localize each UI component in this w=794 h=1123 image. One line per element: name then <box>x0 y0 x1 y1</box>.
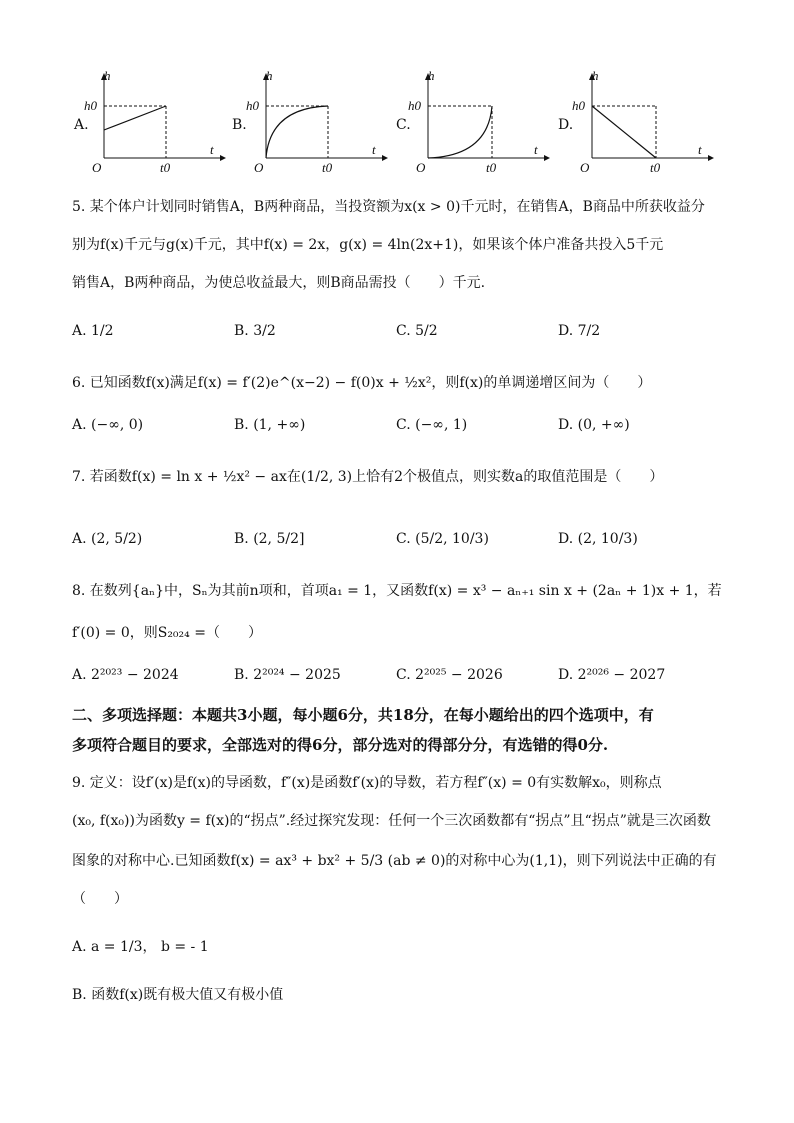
graph-label: B. <box>232 117 247 133</box>
axis-origin: O <box>580 160 590 175</box>
axis-t0: t0 <box>160 160 171 175</box>
axis-h0: h0 <box>408 98 421 113</box>
axis-origin: O <box>254 160 264 175</box>
axis-t: t <box>210 142 214 157</box>
axis-h0: h0 <box>246 98 259 113</box>
q5-line-3: 销售A，B两种商品，为使总收益最大，则B商品需投（ ）千元. <box>72 275 486 291</box>
graph-option-d <box>556 68 716 180</box>
q6-option-c[interactable]: C. (−∞, 1) <box>396 417 468 433</box>
q9-line-4: （ ） <box>72 891 128 907</box>
q8-option-b[interactable]: B. 2²⁰²⁴ − 2025 <box>234 667 341 683</box>
axis-h: h <box>104 68 111 83</box>
axis-origin: O <box>416 160 426 175</box>
axis-h0: h0 <box>84 98 97 113</box>
section-2-header-line-1: 二、多项选择题：本题共3小题，每小题6分，共18分，在每小题给出的四个选项中，有 <box>72 706 654 724</box>
q6-option-d[interactable]: D. (0, +∞) <box>558 417 630 433</box>
axis-t: t <box>372 142 376 157</box>
q7-text: 7. 若函数f(x) = ln x + ½x² − ax在(1/2, 3)上恰有2个极值点，则实数a的取值范围是（ ） <box>72 469 664 485</box>
axis-h0: h0 <box>572 98 585 113</box>
graph-a-curve <box>104 106 166 130</box>
q8-option-a[interactable]: A. 2²⁰²³ − 2024 <box>72 667 179 683</box>
graph-label: D. <box>558 117 574 133</box>
q5-option-c[interactable]: C. 5/2 <box>396 323 438 339</box>
axis-t: t <box>534 142 538 157</box>
q6-option-b[interactable]: B. (1, +∞) <box>234 417 306 433</box>
q7-option-a[interactable]: A. (2, 5/2) <box>72 531 143 547</box>
graph-b-curve <box>266 106 328 158</box>
q5-line-2: 别为f(x)千元与g(x)千元，其中f(x) = 2x，g(x) = 4ln(2x+1)，如果该个体户准备共投入5千元 <box>72 237 664 253</box>
graph-option-b <box>230 68 390 180</box>
q5-line-1: 5. 某个体户计划同时销售A，B两种商品，当投资额为x(x > 0)千元时，在销售A，B商品中所获收益分 <box>72 199 705 215</box>
axis-t0: t0 <box>486 160 497 175</box>
q9-line-2: (x₀, f(x₀))为函数y = f(x)的“拐点”.经过探究发现：任何一个三次函数都有“拐点”且“拐点”就是三次函数 <box>72 813 711 829</box>
axis-h: h <box>266 68 273 83</box>
q5-option-d[interactable]: D. 7/2 <box>558 323 601 339</box>
q9-line-3: 图象的对称中心.已知函数f(x) = ax³ + bx² + 5/3 (ab ≠ 0)的对称中心为(1,1)，则下列说法中正确的有 <box>72 853 717 869</box>
q5-option-b[interactable]: B. 3/2 <box>234 323 276 339</box>
q6-option-a[interactable]: A. (−∞, 0) <box>72 417 144 433</box>
q7-option-d[interactable]: D. (2, 10/3) <box>558 531 638 547</box>
axis-t0: t0 <box>322 160 333 175</box>
q8-line-1: 8. 在数列{aₙ}中，Sₙ为其前n项和，首项a₁ = 1，又函数f(x) = x³ − aₙ₊₁ sin x + (2aₙ + 1)x + 1，若 <box>72 583 722 599</box>
graph-label: A. <box>74 117 89 133</box>
q8-option-d[interactable]: D. 2²⁰²⁶ − 2027 <box>558 667 666 683</box>
q9-option-a[interactable]: A. a = 1/3， b = - 1 <box>72 939 209 955</box>
graph-d-curve <box>592 106 656 158</box>
q9-option-b[interactable]: B. 函数f(x)既有极大值又有极小值 <box>72 987 284 1003</box>
q7-option-b[interactable]: B. (2, 5/2] <box>234 531 305 547</box>
graph-option-a <box>68 68 228 180</box>
axis-t: t <box>698 142 702 157</box>
q8-option-c[interactable]: C. 2²⁰²⁵ − 2026 <box>396 667 503 683</box>
axis-h: h <box>592 68 599 83</box>
q5-option-a[interactable]: A. 1/2 <box>72 323 114 339</box>
axis-h: h <box>428 68 435 83</box>
graph-option-c <box>392 68 552 180</box>
graph-label: C. <box>396 117 411 133</box>
q9-line-1: 9. 定义：设f′(x)是f(x)的导函数，f″(x)是函数f′(x)的导数，若方程f″(x) = 0有实数解x₀，则称点 <box>72 775 662 791</box>
axis-t0: t0 <box>650 160 661 175</box>
q7-option-c[interactable]: C. (5/2, 10/3) <box>396 531 489 547</box>
section-2-header-line-2: 多项符合题目的要求，全部选对的得6分，部分选对的得部分分，有选错的得0分. <box>72 736 609 754</box>
q6-text: 6. 已知函数f(x)满足f(x) = f′(2)e^(x−2) − f(0)x + ½x²，则f(x)的单调递增区间为（ ） <box>72 375 652 391</box>
q8-line-2: f′(0) = 0，则S₂₀₂₄ =（ ） <box>72 625 262 641</box>
axis-origin: O <box>92 160 102 175</box>
graph-c-curve <box>428 106 492 158</box>
